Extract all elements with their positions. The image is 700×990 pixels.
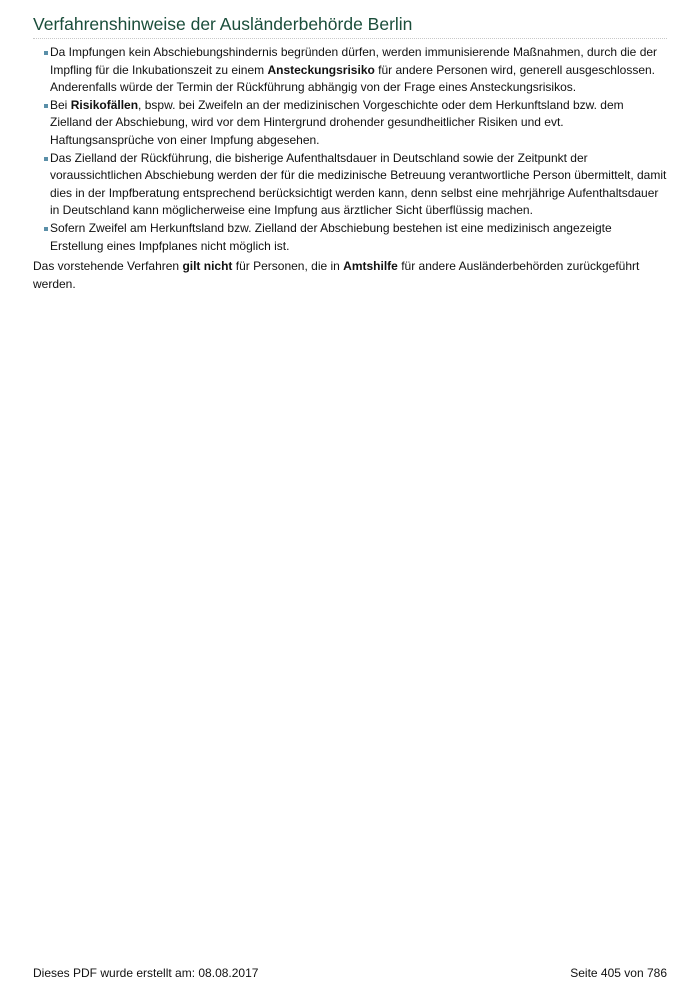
square-bullet-icon xyxy=(44,51,48,55)
document-page xyxy=(33,12,667,293)
bullet-text-bold: Risikofällen xyxy=(70,97,139,112)
bullet-text-part: für andere Personen wird, generell ausgeschlossen. Anderenfalls würde der Termin der Rückführung abhängig von der Frage eines Ansteckungsrisikos. xyxy=(50,62,655,95)
list-item xyxy=(33,44,667,97)
paragraph-text-part: für andere Ausländerbehörden zurückgeführt werden. xyxy=(33,259,640,291)
footer-created-date: Dieses PDF wurde erstellt am: 08.08.2017 xyxy=(33,966,259,980)
list-item xyxy=(33,220,667,255)
bullet-text-bold: Ansteckungsrisiko xyxy=(267,62,375,77)
closing-paragraph xyxy=(33,258,667,293)
page-footer xyxy=(33,965,667,981)
bullet-text-part: Bei xyxy=(50,97,71,112)
bullet-text-part: Das Zielland der Rückführung, die bisherige Aufenthaltsdauer in Deutschland sowie der Zeitpunkt der voraussichtlichen Abschiebung werden der für die medizinische Betreuung verantwortliche Person übermittelt, damit dies in der Impfberatung entsprechend berücksichtigt werden kann, denn selbst eine mehrjährige Aufenthaltsdauer in Deutschland kann möglicherweise eine Impfung aus ärztlicher Sicht überflüssig machen. xyxy=(50,150,667,218)
square-bullet-icon xyxy=(44,104,48,108)
paragraph-text-bold: gilt nicht xyxy=(182,259,233,274)
bullet-list xyxy=(33,44,667,255)
bullet-text-part: Sofern Zweifel am Herkunftsland bzw. Zielland der Abschiebung bestehen ist eine medizinisch angezeigte Erstellung eines Impfplanes nicht möglich ist. xyxy=(50,220,612,253)
paragraph-text-part: für Personen, die in xyxy=(232,259,344,274)
footer-page-number: Seite 405 von 786 xyxy=(570,966,667,980)
list-item xyxy=(33,97,667,150)
list-item xyxy=(33,150,667,220)
paragraph-text-bold: Amtshilfe xyxy=(343,259,398,274)
bullet-text-part: Da Impfungen kein Abschiebungshindernis begründen dürfen, werden immunisierende Maßnahmen, durch die der Impfling für die Inkubationszeit zu einem xyxy=(50,45,658,77)
bullet-text-part: , bspw. bei Zweifeln an der medizinischen Vorgeschichte oder dem Herkunftsland bzw. dem Zielland der Abschiebung, wird vor dem Hintergrund drohender gesundheitlicher Risiken und evt. Haftungsansprüche von einer Impfung abgesehen. xyxy=(50,97,624,147)
square-bullet-icon xyxy=(44,227,48,231)
page-title: Verfahrenshinweise der Ausländerbehörde Berlin xyxy=(33,12,667,39)
square-bullet-icon xyxy=(44,157,48,161)
paragraph-text-part: Das vorstehende Verfahren xyxy=(33,259,183,274)
